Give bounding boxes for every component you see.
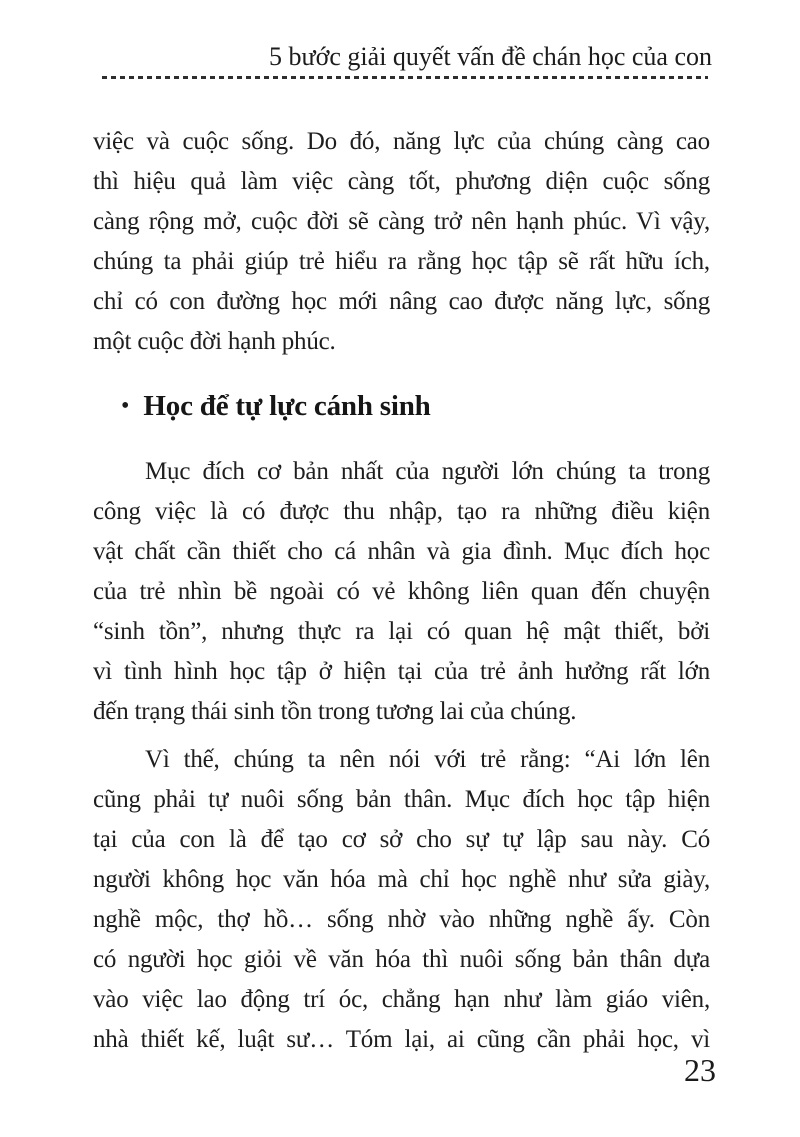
text-line: vật chất cần thiết cho cá nhân và gia đình. Mục đích học	[93, 538, 710, 565]
running-header-title: 5 bước giải quyết vấn đề chán học của con	[269, 42, 712, 71]
section-heading	[93, 386, 710, 426]
text-line: vì tình hình học tập ở hiện tại của trẻ ảnh hưởng rất lớn	[93, 658, 710, 685]
bullet-icon: •	[121, 393, 130, 419]
paragraph	[93, 452, 710, 732]
text-line: càng rộng mở, cuộc đời sẽ càng trở nên hạnh phúc. Vì vậy,	[93, 208, 710, 235]
text-line: chúng ta phải giúp trẻ hiểu ra rằng học tập sẽ rất hữu ích,	[93, 248, 710, 275]
text-line: của trẻ nhìn bề ngoài có vẻ không liên quan đến chuyện	[93, 578, 710, 605]
text-line: nhà thiết kế, luật sư… Tóm lại, ai cũng cần phải học, vì	[93, 1026, 710, 1053]
text-line: vào việc lao động trí óc, chẳng hạn như làm giáo viên,	[93, 986, 710, 1013]
text-line: người không học văn hóa mà chỉ học nghề như sửa giày,	[93, 866, 710, 893]
page-number: 23	[684, 1052, 716, 1088]
text-line: một cuộc đời hạnh phúc.	[93, 328, 336, 355]
text-line: việc và cuộc sống. Do đó, năng lực của chúng càng cao	[93, 128, 710, 155]
text-line: có người học giỏi về văn hóa thì nuôi sống bản thân dựa	[93, 946, 710, 973]
page-body	[93, 122, 710, 1060]
text-line: chỉ có con đường học mới nâng cao được năng lực, sống	[93, 288, 710, 315]
running-header	[100, 42, 712, 72]
text-line: thì hiệu quả làm việc càng tốt, phương diện cuộc sống	[93, 168, 710, 195]
header-divider-dashed-line	[102, 76, 708, 79]
section-heading-text: Học để tự lực cánh sinh	[143, 390, 431, 422]
text-line: Vì thế, chúng ta nên nói với trẻ rằng: “Ai lớn lên	[145, 746, 710, 773]
text-line: công việc là có được thu nhập, tạo ra những điều kiện	[93, 498, 710, 525]
text-line: cũng phải tự nuôi sống bản thân. Mục đích học tập hiện	[93, 786, 710, 813]
text-line: tại của con là để tạo cơ sở cho sự tự lập sau này. Có	[93, 826, 710, 853]
text-line: đến trạng thái sinh tồn trong tương lai của chúng.	[93, 698, 577, 725]
paragraph	[93, 740, 710, 1060]
text-line: nghề mộc, thợ hồ… sống nhờ vào những nghề ấy. Còn	[93, 906, 710, 933]
paragraph-continuation	[93, 122, 710, 362]
text-line: Mục đích cơ bản nhất của người lớn chúng ta trong	[145, 458, 710, 485]
text-line: “sinh tồn”, nhưng thực ra lại có quan hệ mật thiết, bởi	[93, 618, 710, 645]
